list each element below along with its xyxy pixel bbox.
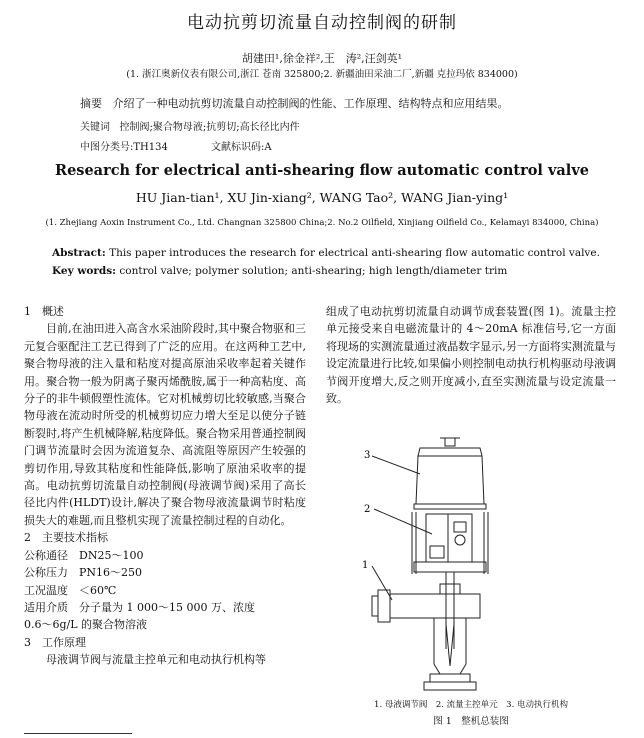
authors-en: HU Jian-tian¹, XU Jin-xiang², WANG Tao², WANG Jian-ying¹ (135, 190, 509, 205)
clc-number: 中图分类号:TH134 (80, 142, 168, 153)
abstract-cn-text: 介绍了一种电动抗剪切流量自动控制阀的性能、工作原理、结构特点和应用结果。 (112, 97, 509, 110)
flow-control-unit (412, 512, 488, 574)
abstract-cn (80, 95, 620, 111)
keywords-cn-text: 控制阀;聚合物母液;抗剪切;高长径比内件 (119, 122, 300, 133)
abstract-en-label: Abstract: (52, 247, 106, 259)
section-3-paragraph-start: 母液调节阀与流量主控单元和电动执行机构等 (46, 653, 266, 667)
abstract-cn-label: 摘要 (80, 97, 102, 110)
figure-legend: 1. 母液调节阀 2. 流量主控单元 3. 电动执行机构 (374, 700, 568, 710)
figure-label-1: 1 (362, 560, 369, 571)
section-1-heading: 1 概述 (24, 305, 64, 318)
document-code: 文献标识码:A (211, 142, 272, 153)
spec-nominal-diameter: 公称通径 DN25～100 (24, 548, 144, 562)
assembly-drawing (350, 434, 620, 696)
section-3-paragraph-continued: 组成了电动抗剪切流量自动调节成套装置(图 1)。流量主控单元接受来自电磁流量计的 4～20mA 标准信号,它一方面将现场的实测流量通过液晶数字显示,另一方面将实测流量与设定流量进行比较,如果偏小则控制电动执行机构驱动母液调节阀开度增大,反之则开度减小,直至实测流量与设定流量一致。 (326, 305, 616, 406)
paper-title-en: Research for electrical anti-shearing flow automatic control valve (55, 162, 589, 179)
affiliation-en: (1. Zhejiang Aoxin Instrument Co., Ltd. Changnan 325800 China;2. No.2 Oilfield, Xinjiang Oilfield Co., Kelamayi 834000, China) (45, 218, 599, 228)
section-1-paragraph: 目前,在油田进入高含水采油阶段时,其中聚合物驱和三元复合驱配注工艺已得到了广泛的应用。在这两种工艺中,聚合物母液的注入量和粘度对提高原油采收率起着关键作用。聚合物一般为阴离子聚丙烯酰胺,属于一种高粘度、高分子的非牛顿假塑性流体。它对机械剪切比较敏感,当聚合物母液在流动时所受的机械剪切应力增大至足以使分子链断裂时,将产生机械降解,粘度降低。聚合物采用普通控制阀门调节流量时会因为流道复杂、高流阻等原因产生较强的剪切作用,导致其粘度和性能降低,影响了原油采收率的提高。电动抗剪切流量自动控制阀(母液调节阀)采用了高长径比内件(HLDT)设计,解决了聚合物母液流量调节时粘度损失大的难题,而且整机实现了流量控制过程的自动化。 (24, 322, 306, 527)
keywords-en (52, 265, 507, 277)
abstract-en (52, 247, 600, 259)
right-column (326, 303, 616, 407)
keywords-en-text: control valve; polymer solution; anti-shearing; high length/diameter trim (119, 265, 508, 277)
spec-working-temperature: 工况温度 ＜60℃ (24, 583, 117, 597)
keywords-cn (80, 118, 300, 133)
paper-title-cn: 电动抗剪切流量自动控制阀的研制 (187, 13, 457, 33)
figure-label-3: 3 (364, 450, 371, 461)
spec-medium: 适用介质 分子量为 1 000～15 000 万、浓度 (24, 600, 255, 614)
keywords-cn-label: 关键词 (80, 122, 110, 133)
electric-actuator (414, 438, 486, 509)
section-2-heading: 2 主要技术指标 (24, 531, 108, 545)
section-3-heading: 3 工作原理 (24, 635, 86, 649)
classification (80, 138, 312, 153)
footnote-divider (24, 733, 132, 734)
left-column (24, 303, 306, 669)
authors-cn: 胡建田¹,徐金祥²,王 涛²,汪剑英¹ (241, 52, 403, 65)
spec-medium-continued: 0.6～6g/L 的聚合物溶液 (24, 618, 148, 632)
abstract-en-text: This paper introduces the research for electrical anti-shearing flow automatic control valve. (109, 247, 600, 259)
control-valve-body (372, 572, 480, 690)
keywords-en-label: Key words: (52, 265, 117, 277)
figure-label-2: 2 (364, 504, 371, 515)
affiliation-cn: (1. 浙江奥新仪表有限公司,浙江 苍南 325800;2. 新疆油田采油二厂,新疆 克拉玛依 834000) (126, 69, 518, 80)
spec-nominal-pressure: 公称压力 PN16～250 (24, 566, 143, 580)
figure-caption: 图 1 整机总装图 (433, 716, 509, 727)
